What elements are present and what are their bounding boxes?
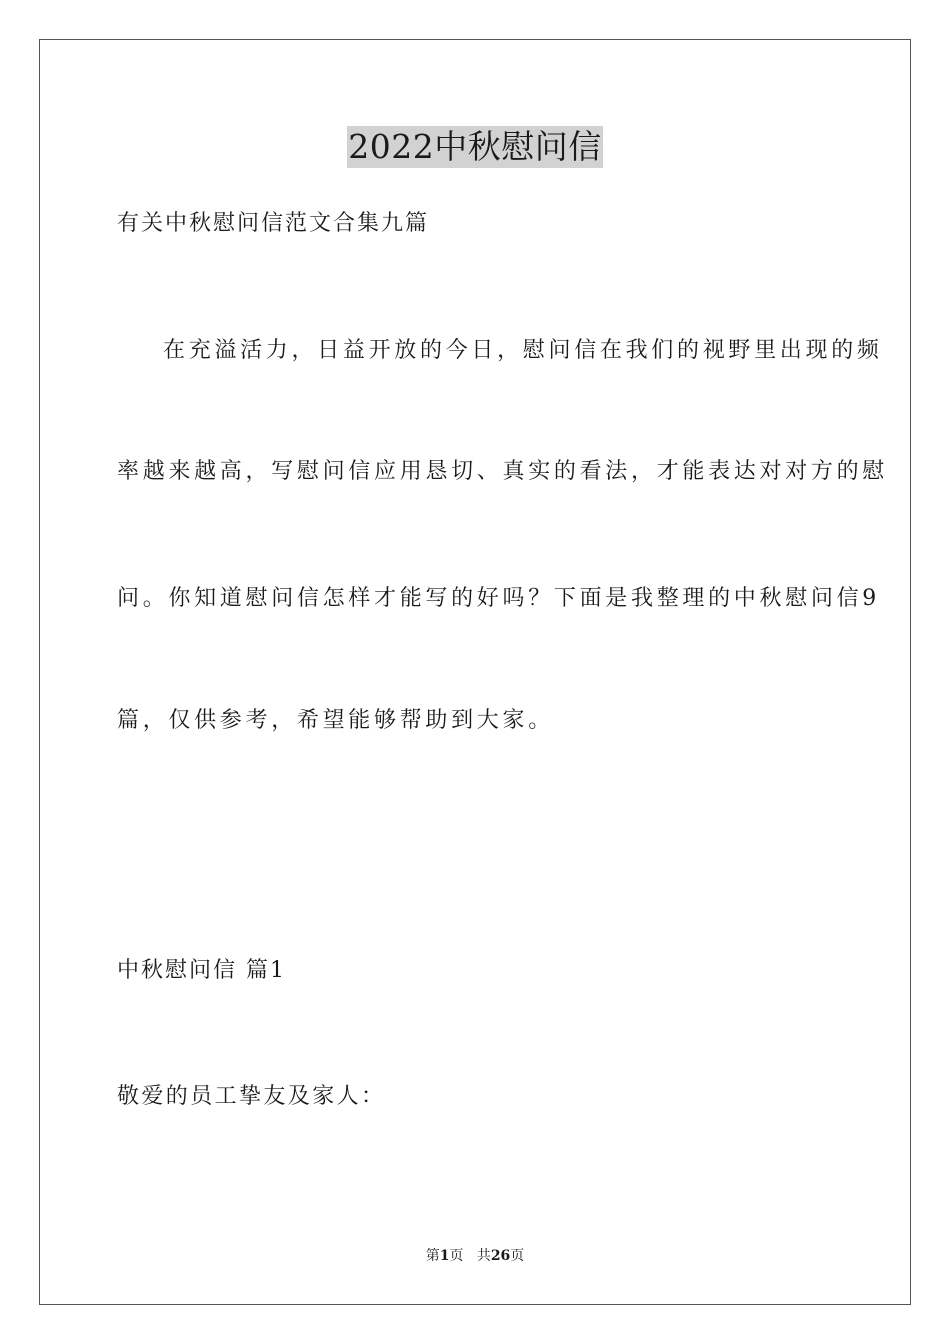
title-container <box>0 126 950 168</box>
section-heading: 中秋慰问信 篇1 <box>117 958 286 983</box>
paragraph-line-1: 在充溢活力，日益开放的今日，慰问信在我们的视野里出现的频 <box>163 338 883 363</box>
paragraph-line-3: 问。你知道慰问信怎样才能写的好吗？下面是我整理的中秋慰问信9 <box>117 586 880 611</box>
document-subtitle: 有关中秋慰问信范文合集九篇 <box>117 211 430 236</box>
footer-total-prefix: 共 <box>476 1248 491 1264</box>
footer-total-pages: 26 <box>490 1248 511 1264</box>
paragraph-line-4: 篇，仅供参考，希望能够帮助到大家。 <box>117 708 554 733</box>
footer-total-suffix: 页 <box>510 1248 525 1264</box>
paragraph-line-2: 率越来越高，写慰问信应用恳切、真实的看法，才能表达对对方的慰 <box>117 459 889 484</box>
footer-page-prefix: 第 <box>425 1248 440 1264</box>
letter-greeting: 敬爱的员工挚友及家人： <box>117 1084 386 1109</box>
page-footer <box>0 1247 950 1265</box>
footer-page-suffix: 页 <box>449 1248 464 1264</box>
document-title: 2022中秋慰问信 <box>348 127 602 166</box>
footer-page-number: 1 <box>439 1248 450 1264</box>
